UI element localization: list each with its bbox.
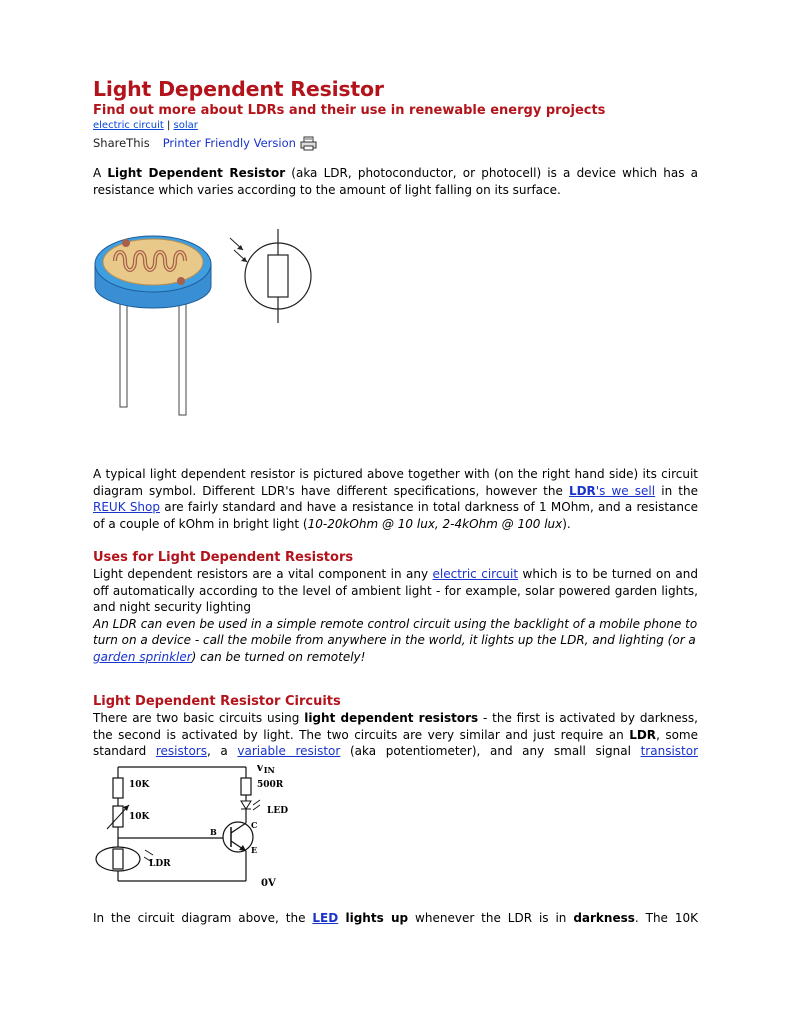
label-b: B [210, 827, 217, 837]
label-vin: $V_{IN}$ [256, 765, 275, 775]
label-ldr: LDR [149, 859, 171, 869]
label-e: E [251, 845, 258, 855]
printer-friendly-link[interactable]: Printer Friendly Version [162, 136, 296, 150]
uses-paragraph: Light dependent resistors are a vital component in any electric circuit which is to be turned on and off automatically according to the level of ambient light - for example, solar powered garden lights, and night security lighting [93, 567, 698, 614]
page-subtitle: Find out more about LDRs and their use in renewable energy projects [93, 103, 606, 118]
circuits-heading: Light Dependent Resistor Circuits [93, 694, 341, 709]
variable-resistor-link[interactable]: variable resistor [237, 744, 341, 758]
share-this-button[interactable]: ShareThis [93, 136, 150, 150]
crumb-solar[interactable]: solar [173, 120, 198, 131]
printer-icon[interactable] [300, 136, 317, 151]
bottom-paragraph: In the circuit diagram above, the LED lights up whenever the LDR is in darkness. The 10K [93, 910, 698, 925]
electric-circuit-link[interactable]: electric circuit [432, 567, 519, 581]
circuits-paragraph: There are two basic circuits using light dependent resistors - the first is activated by darkness, the second is activated by light. The two circuits are very similar and just require an LDR, some standard resistors, a variable resistor (aka potentiometer), and any small signal transistor [93, 711, 699, 758]
breadcrumb [93, 119, 698, 133]
ldr-we-sell-link[interactable]: 's we sell [595, 483, 656, 498]
garden-sprinkler-link[interactable]: garden sprinkler [93, 649, 192, 664]
transistor-link[interactable]: transistor [640, 744, 699, 758]
label-r1: 10K [129, 780, 150, 790]
page-title: Light Dependent Resistor [93, 77, 384, 101]
label-gnd: 0V [261, 878, 276, 889]
typical-ldr-paragraph: A typical light dependent resistor is pictured above together with (on the right hand side) its circuit diagram symbol. Different LDR's have different specifications, however the LDR's we sell in the REUK Shop are fairly standard and have a resistance in total darkness of 1 MOhm, and a resistance of a couple of kOhm in bright light (10-20kOhm @ 10 lux, 2-4kOhm @ 100 lux). [93, 467, 698, 531]
uses-heading: Uses for Light Dependent Resistors [93, 550, 354, 565]
ldr-link[interactable]: LDR [568, 483, 596, 498]
label-c: C [251, 820, 258, 830]
resistors-link[interactable]: resistors [155, 744, 207, 758]
circuit-diagram [93, 765, 323, 890]
crumb-electric-circuit[interactable]: electric circuit [93, 120, 164, 131]
label-r3: 500R [257, 780, 284, 790]
crumb-separator: | [163, 120, 174, 131]
document-page [93, 76, 698, 926]
led-link[interactable]: LED [312, 910, 339, 925]
label-led: LED [267, 806, 288, 816]
remote-control-paragraph: An LDR can even be used in a simple remote control circuit using the backlight of a mobile phone to turn on a device - call the mobile from anywhere in the world, it lights up the LDR, and lighting (or a garden sprinkler) can be turned on remotely! [93, 616, 698, 664]
reuk-shop-link[interactable]: REUK Shop [93, 500, 160, 514]
intro-paragraph: A Light Dependent Resistor (aka LDR, photoconductor, or photocell) is a device which has a resistance which varies according to the amount of light falling on its surface. [93, 166, 698, 197]
share-bar [93, 134, 698, 152]
ldr-illustration [93, 219, 393, 419]
label-r2: 10K [129, 812, 150, 822]
